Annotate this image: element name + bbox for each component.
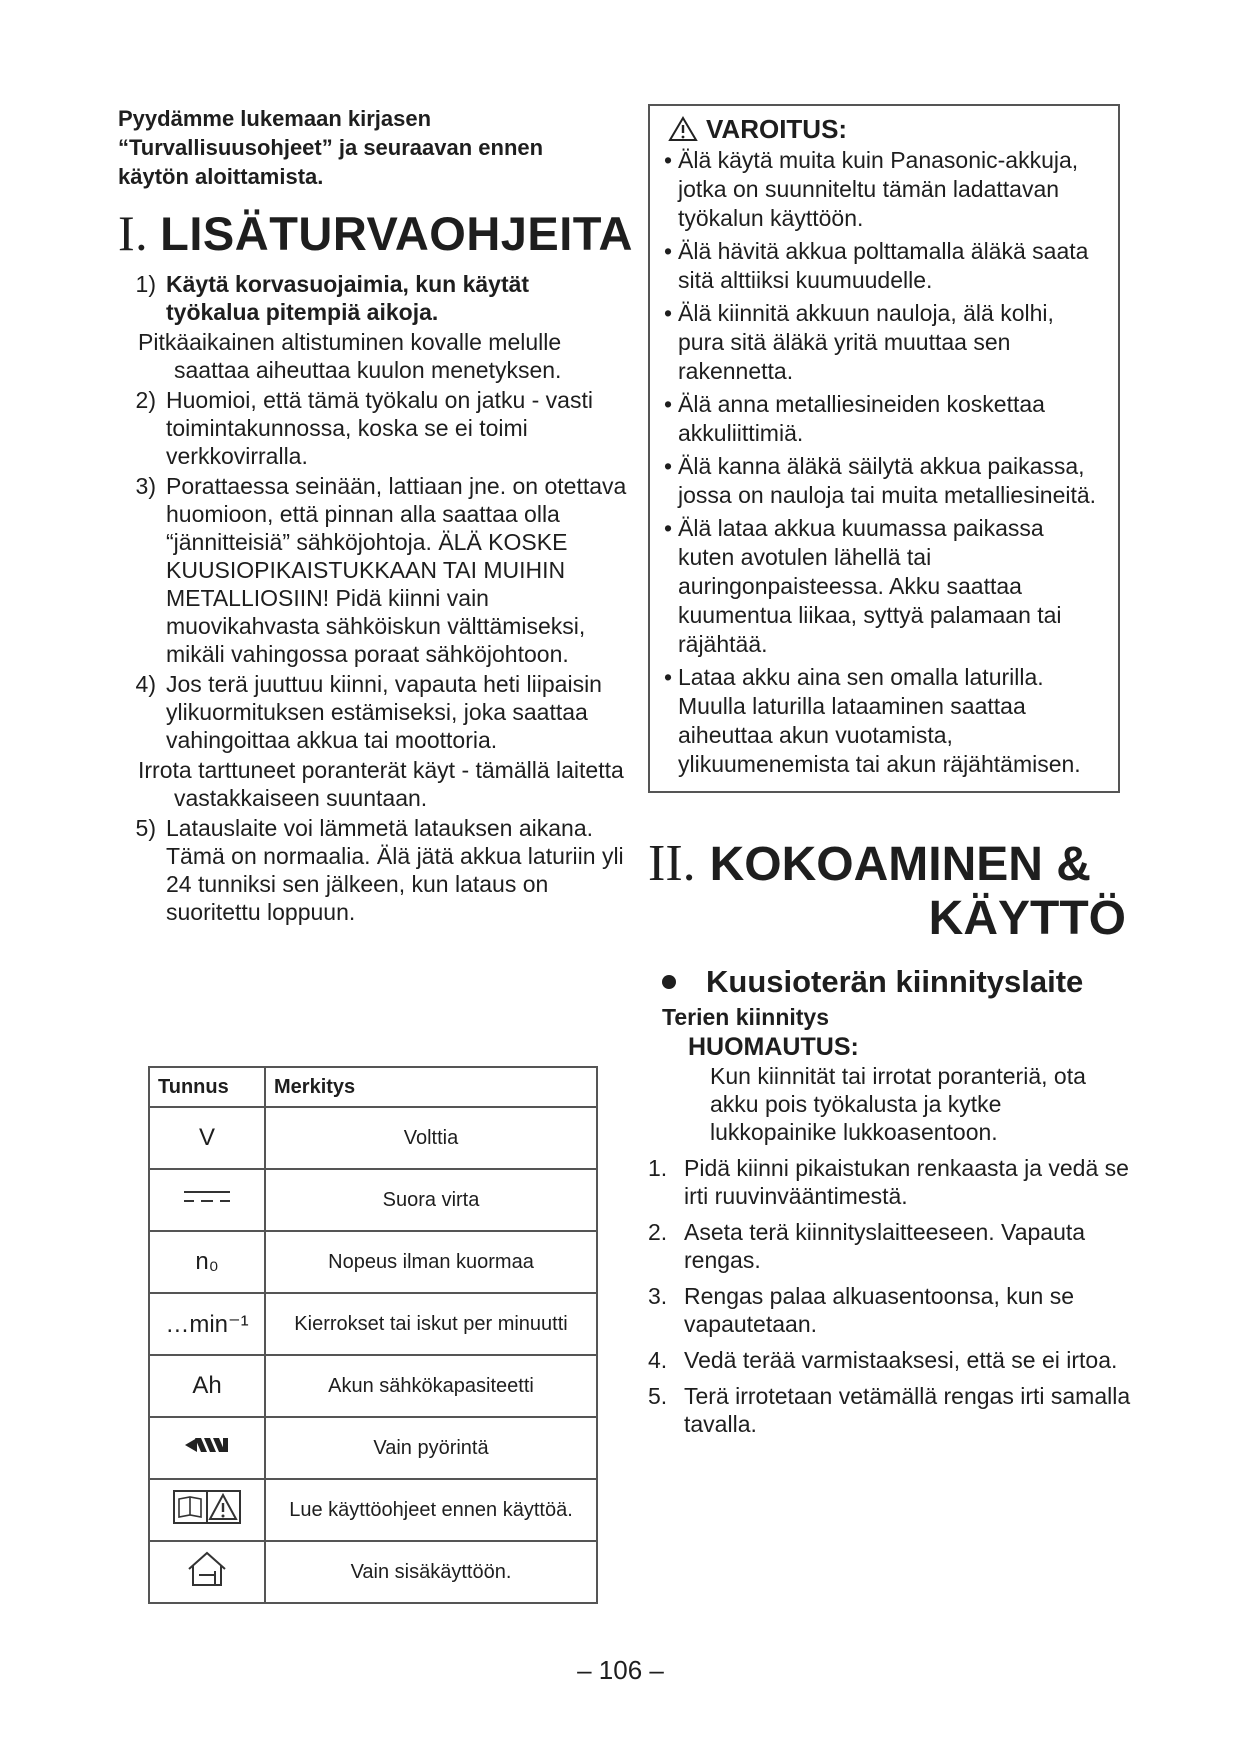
symbol-table bbox=[148, 1066, 598, 1604]
step-item bbox=[648, 1282, 1148, 1338]
step-item bbox=[648, 1346, 1148, 1374]
section2-roman: II. bbox=[648, 835, 696, 892]
intro-text: Pyydämme lukemaan kirjasen “Turvallisuusohjeet” ja seuraavan ennen käytön aloittamista. bbox=[118, 106, 544, 189]
step-item bbox=[648, 1382, 1148, 1438]
symbol-cell: …min⁻¹ bbox=[149, 1293, 265, 1355]
step-text: Aseta terä kiinnityslaitteeseen. Vapauta rengas. bbox=[684, 1219, 1086, 1273]
bullet-text: Älä kanna äläkä säilytä akkua paikassa, jossa on nauloja tai muita metalliesineitä. bbox=[678, 453, 1097, 508]
meaning-cell: Vain sisäkäyttöön. bbox=[265, 1541, 597, 1603]
rotation-icon bbox=[183, 1434, 231, 1456]
step-number: 1. bbox=[648, 1155, 668, 1181]
indoor-icon bbox=[185, 1549, 229, 1589]
item-5-text: Latauslaite voi lämmetä latauksen aikana. Tämä on normaalia. Älä jätä akkua laturiin yli 24 tunniksi sen jälkeen, kun lataus on suoritettu loppuun. bbox=[166, 815, 624, 925]
note-title: HUOMAUTUS: bbox=[688, 1033, 859, 1061]
table-row bbox=[149, 1169, 597, 1231]
symbol-cell: Ah bbox=[149, 1355, 265, 1417]
table-row bbox=[149, 1107, 597, 1169]
symbol-cell bbox=[149, 1417, 265, 1479]
item-1-bold: Käytä korvasuojaimia, kun käytät työkalua pitempiä aikoja. bbox=[166, 271, 530, 325]
meaning-cell: Volttia bbox=[265, 1107, 597, 1169]
bullet-text: Älä kiinnitä akkuun nauloja, älä kolhi, pura sitä äläkä yritä muuttaa sen rakennetta. bbox=[678, 300, 1054, 384]
item-2-text: Huomioi, että tämä työkalu on jatku - vasti toimintakunnossa, koska se ei toimi verkkovirralla. bbox=[166, 387, 593, 469]
list-item-5 bbox=[118, 814, 628, 926]
step-text: Vedä terää varmistaaksesi, että se ei irtoa. bbox=[684, 1347, 1118, 1373]
list-item: • Älä hävitä akkua polttamalla äläkä saata sitä alttiiksi kuumuudelle. bbox=[664, 237, 1104, 295]
step-item bbox=[648, 1218, 1148, 1274]
meaning-cell: Vain pyörintä bbox=[265, 1417, 597, 1479]
list-item: • Lataa akku aina sen omalla laturilla. Muulla laturilla lataaminen saattaa aiheuttaa akun vuotamista, ylikuumenemista tai akun räjähtämisen. bbox=[664, 663, 1104, 779]
symbol-cell bbox=[149, 1169, 265, 1231]
table-row bbox=[149, 1355, 597, 1417]
table-row bbox=[149, 1479, 597, 1541]
warning-title-text: VAROITUS: bbox=[706, 114, 848, 144]
header-symbol: Tunnus bbox=[149, 1067, 265, 1107]
table-row bbox=[149, 1541, 597, 1603]
section1-roman: I. bbox=[118, 205, 149, 261]
table-row bbox=[149, 1293, 597, 1355]
dc-icon bbox=[182, 1187, 232, 1207]
section1-title: LISÄTURVAOHJEITA bbox=[160, 207, 633, 260]
left-column bbox=[118, 104, 633, 928]
item-3-text: Porattaessa seinään, lattiaan jne. on otettava huomioon, että pinnan alla saattaa olla “jännitteisiä” sähköjohtoja. ÄLÄ KOSKE KUUSIOPIKAISTUKKAAN TAI MUIHIN METALLIOSIIN! Pidä kiinni vain muovikahvasta sähköiskun välttämiseksi, mikäli vahingossa poraat sähköjohtoon. bbox=[166, 473, 627, 667]
warning-title bbox=[668, 114, 1104, 144]
step-text: Pidä kiinni pikaistukan renkaasta ja vedä se irti ruuvinvääntimestä. bbox=[684, 1155, 1129, 1209]
step-text: Terä irrotetaan vetämällä rengas irti samalla tavalla. bbox=[684, 1383, 1131, 1437]
list-item: • Älä kanna äläkä säilytä akkua paikassa, jossa on nauloja tai muita metalliesineitä. bbox=[664, 452, 1104, 510]
symbol-cell: n₀ bbox=[149, 1231, 265, 1293]
note-text: Kun kiinnität tai irrotat poranteriä, ota akku pois työkalusta ja kytke lukkopainike lukkoasentoon. bbox=[710, 1063, 1086, 1145]
section2-heading bbox=[648, 837, 1148, 946]
list-item-4 bbox=[118, 670, 628, 754]
table-row bbox=[149, 1231, 597, 1293]
step-number: 5. bbox=[648, 1383, 668, 1409]
bullet-text: Älä anna metalliesineiden koskettaa akkuliittimiä. bbox=[678, 391, 1045, 446]
item-4-text: Jos terä juuttuu kiinni, vapauta heti liipaisin ylikuormituksen estämiseksi, joka saattaa vahingoittaa akkua tai moottoria. bbox=[166, 671, 602, 753]
list-item: • Älä käytä muita kuin Panasonic-akkuja, jotka on suunniteltu tämän ladattavan työkalun käyttöön. bbox=[664, 146, 1104, 233]
symbol-cell bbox=[149, 1541, 265, 1603]
read-manual-icon bbox=[172, 1489, 242, 1525]
step-text: Rengas palaa alkuasentoonsa, kun se vapautetaan. bbox=[684, 1283, 1075, 1337]
item-1-continuation: Pitkäaikainen altistuminen kovalle melulle saattaa aiheuttaa kuulon menetyksen. bbox=[138, 329, 562, 383]
warning-triangle-icon bbox=[668, 116, 698, 142]
bullet-text: Lataa akku aina sen omalla laturilla. Muulla laturilla lataaminen saattaa aiheuttaa akun vuotamista, ylikuumenemista tai akun räjähtämisen. bbox=[678, 664, 1081, 777]
bullet-text: Älä käytä muita kuin Panasonic-akkuja, jotka on suunniteltu tämän ladattavan työkalun käyttöön. bbox=[678, 147, 1079, 231]
subsection-title: Kuusioterän kiinnityslaite bbox=[706, 964, 1084, 999]
list-item: • Älä kiinnitä akkuun nauloja, älä kolhi, pura sitä äläkä yritä muuttaa sen rakennetta. bbox=[664, 299, 1104, 386]
section1-heading bbox=[118, 205, 633, 262]
bullet-text: Älä hävitä akkua polttamalla äläkä saata sitä alttiiksi kuumuudelle. bbox=[678, 238, 1089, 293]
step-number: 4. bbox=[648, 1347, 668, 1373]
item-number: 1) bbox=[135, 271, 156, 297]
item-number: 3) bbox=[135, 473, 156, 499]
step-item bbox=[648, 1154, 1148, 1210]
meaning-cell: Nopeus ilman kuormaa bbox=[265, 1231, 597, 1293]
table-row bbox=[149, 1417, 597, 1479]
item-4-continuation: Irrota tarttuneet poranterät käyt - tämällä laitetta vastakkaiseen suuntaan. bbox=[138, 757, 624, 811]
bullet-text: Älä lataa akkua kuumassa paikassa kuten avotulen lähellä tai auringonpaisteessa. Akku saattaa kuumentua liikaa, syttyä palamaan tai räjähtää. bbox=[678, 515, 1062, 657]
subsection-heading bbox=[648, 962, 1148, 1002]
right-column bbox=[648, 104, 1148, 1438]
bullet-dot-icon bbox=[662, 975, 676, 989]
header-meaning: Merkitys bbox=[265, 1067, 597, 1107]
warning-box bbox=[648, 104, 1120, 793]
page-number: – 106 – bbox=[577, 1655, 664, 1685]
meaning-cell: Akun sähkökapasiteetti bbox=[265, 1355, 597, 1417]
meaning-cell: Kierrokset tai iskut per minuutti bbox=[265, 1293, 597, 1355]
section2-title-line1: KOKOAMINEN & bbox=[709, 838, 1091, 891]
item-number: 5) bbox=[135, 815, 156, 841]
list-item-1 bbox=[118, 270, 628, 326]
step-number: 2. bbox=[648, 1219, 668, 1245]
section2-title-line2: KÄYTTÖ bbox=[928, 892, 1126, 945]
step-number: 3. bbox=[648, 1283, 668, 1309]
terien-heading: Terien kiinnitys bbox=[662, 1004, 830, 1030]
item-number: 4) bbox=[135, 671, 156, 697]
list-item: • Älä lataa akkua kuumassa paikassa kuten avotulen lähellä tai auringonpaisteessa. Akku saattaa kuumentua liikaa, syttyä palamaan tai räjähtää. bbox=[664, 514, 1104, 659]
table-header-row bbox=[149, 1067, 597, 1107]
meaning-cell: Suora virta bbox=[265, 1169, 597, 1231]
symbol-cell: V bbox=[149, 1107, 265, 1169]
item-number: 2) bbox=[135, 387, 156, 413]
list-item: • Älä anna metalliesineiden koskettaa akkuliittimiä. bbox=[664, 390, 1104, 448]
list-item-3 bbox=[118, 472, 628, 668]
symbol-cell bbox=[149, 1479, 265, 1541]
list-item-2 bbox=[118, 386, 628, 470]
meaning-cell: Lue käyttöohjeet ennen käyttöä. bbox=[265, 1479, 597, 1541]
